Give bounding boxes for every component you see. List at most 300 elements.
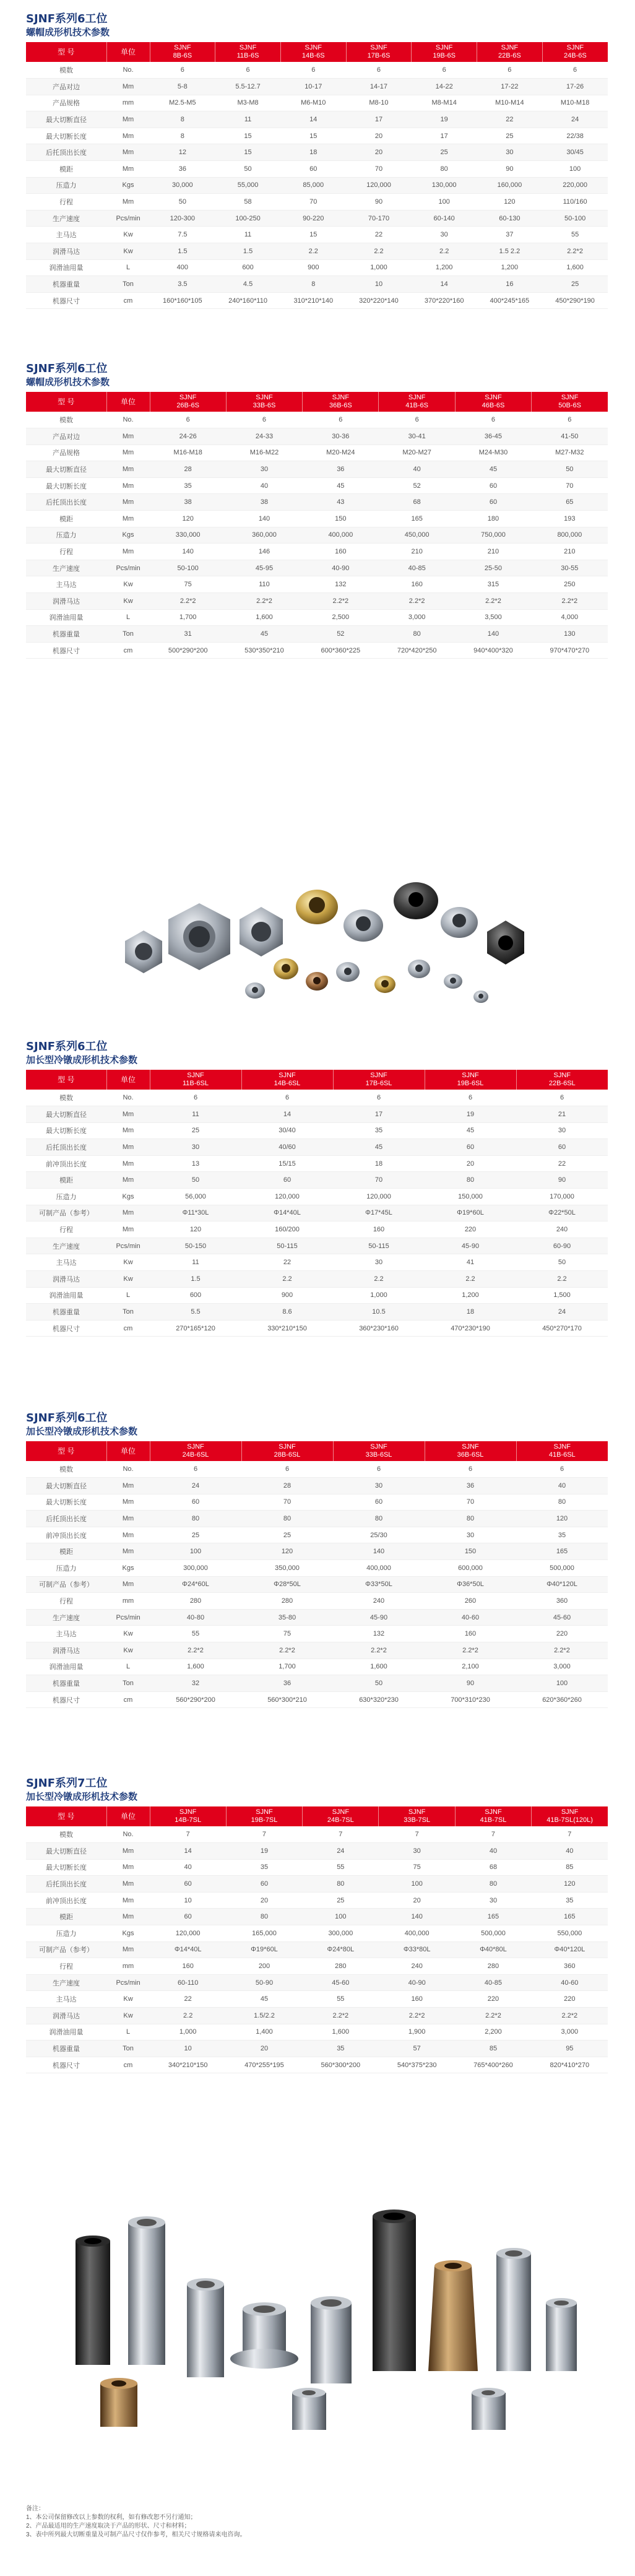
table-row (26, 1609, 608, 1626)
table-row (26, 243, 608, 260)
param-value: 100-250 (215, 210, 281, 227)
param-value: 90 (425, 1675, 516, 1692)
param-value: 280 (241, 1593, 333, 1610)
table-row (26, 2040, 608, 2057)
table-row (26, 1543, 608, 1560)
spec-table (26, 392, 608, 659)
param-value: 50 (150, 194, 215, 210)
param-value: 24-26 (150, 428, 226, 445)
param-label: 行程 (26, 1593, 106, 1610)
model-column-header: SJNF 26B-6S (150, 392, 226, 412)
param-value: 2.2*2 (379, 593, 455, 610)
param-unit: L (106, 2024, 150, 2040)
param-value: 2.2*2 (303, 2008, 379, 2024)
table-header-row (26, 1806, 608, 1826)
param-label: 主马达 (26, 227, 106, 243)
table-row (26, 511, 608, 527)
param-label: 压造力 (26, 527, 106, 544)
param-value: 22 (346, 227, 412, 243)
spec-table (26, 1441, 608, 1708)
param-value: 970*470*270 (532, 642, 608, 659)
section-subtitle: 加长型冷镦成形机技术参数 (26, 1791, 138, 1802)
param-value: 2.2 (241, 1271, 333, 1288)
param-label: 模距 (26, 1172, 106, 1189)
param-value: 70 (333, 1172, 425, 1189)
param-value: 45 (333, 1139, 425, 1156)
table-row (26, 576, 608, 593)
param-value: Φ24*80L (303, 1941, 379, 1958)
table-row (26, 210, 608, 227)
param-value: 56,000 (150, 1189, 241, 1205)
model-column-header: SJNF 24B-7SL (303, 1806, 379, 1826)
param-value: 500*290*200 (150, 642, 226, 659)
param-value: 68 (455, 1859, 531, 1876)
param-value: 140 (333, 1543, 425, 1560)
param-value: Φ33*80L (379, 1941, 455, 1958)
model-header: 型 号 (26, 1070, 106, 1090)
param-value: 280 (455, 1958, 531, 1975)
param-value: Φ11*30L (150, 1205, 241, 1221)
table-row (26, 1843, 608, 1860)
param-unit: Kw (106, 1254, 150, 1271)
table-header-row (26, 1070, 608, 1090)
note-line: 1、本公司保留修改以上参数的权利，如有修改恕不另行通知； (26, 2514, 197, 2521)
param-unit: Kgs (106, 1925, 150, 1942)
param-value: 140 (455, 626, 531, 643)
param-value: Φ19*60L (425, 1205, 516, 1221)
param-unit: Ton (106, 2040, 150, 2057)
table-row (26, 445, 608, 461)
param-unit: Mm (106, 1892, 150, 1909)
param-value: Φ40*120L (516, 1576, 608, 1593)
param-value: 240*160*110 (215, 292, 281, 309)
sleeve-part (128, 2216, 165, 2365)
param-value: 40 (455, 1843, 531, 1860)
param-unit: cm (106, 642, 150, 659)
param-value: 41 (425, 1254, 516, 1271)
param-label: 后托顶出长度 (26, 1511, 106, 1527)
table-row (26, 412, 608, 428)
param-value: 17-22 (477, 79, 543, 95)
param-value: 45 (455, 461, 531, 478)
param-unit: No. (106, 412, 150, 428)
param-value: 100 (150, 1543, 241, 1560)
section-subtitle: 螺帽成形机技术参数 (26, 376, 110, 388)
param-value: 100 (303, 1909, 379, 1925)
param-label: 机器尺寸 (26, 1320, 106, 1337)
param-value: 6 (455, 412, 531, 428)
param-unit: Pcs/min (106, 210, 150, 227)
param-value: M10-M14 (477, 95, 543, 111)
param-value: 25 (542, 276, 608, 293)
param-value: 360*230*160 (333, 1320, 425, 1337)
sleeve-parts-photo (26, 2185, 608, 2458)
param-value: 50 (215, 161, 281, 178)
param-value: 7 (379, 1826, 455, 1843)
param-value: 80 (412, 161, 477, 178)
param-unit: Kw (106, 1626, 150, 1642)
param-label: 模距 (26, 1909, 106, 1925)
param-value: 160 (379, 576, 455, 593)
param-value: 2.2*2 (333, 1642, 425, 1659)
param-value: 90-220 (280, 210, 346, 227)
table-row (26, 1205, 608, 1221)
param-value: Φ40*120L (532, 1941, 608, 1958)
table-row (26, 1593, 608, 1610)
param-value: 6 (280, 62, 346, 79)
param-value: 50 (516, 1254, 608, 1271)
param-value: 70 (280, 194, 346, 210)
param-value: 2.2*2 (241, 1642, 333, 1659)
param-value: Φ22*50L (516, 1205, 608, 1221)
param-value: 6 (333, 1461, 425, 1478)
param-value: 14-22 (412, 79, 477, 95)
param-value: 40-60 (425, 1609, 516, 1626)
param-value: 500,000 (455, 1925, 531, 1942)
param-value: 35 (226, 1859, 302, 1876)
small-nut (473, 991, 488, 1003)
param-value: 120 (532, 1876, 608, 1893)
param-value: 40 (379, 461, 455, 478)
param-unit: mm (106, 1958, 150, 1975)
param-value: 22 (241, 1254, 333, 1271)
param-value: 820*410*270 (532, 2057, 608, 2073)
note-line: 3、表中所列最大切断重量及可制产品尺寸仅作参考，相关尺寸规格请来电咨询。 (26, 2531, 246, 2538)
param-label: 润滑马达 (26, 2008, 106, 2024)
param-label: 机器重量 (26, 626, 106, 643)
param-value: 1,400 (226, 2024, 302, 2040)
spec-section-4 (26, 1412, 608, 1708)
param-value: 70 (346, 161, 412, 178)
param-value: 250 (532, 576, 608, 593)
param-value: 7.5 (150, 227, 215, 243)
param-value: 8.6 (241, 1304, 333, 1321)
model-header: 型 号 (26, 1441, 106, 1461)
param-value: 22/38 (542, 128, 608, 144)
table-row (26, 1139, 608, 1156)
param-value: 160*160*105 (150, 292, 215, 309)
unit-header: 单位 (106, 392, 150, 412)
param-value: 40 (150, 1859, 226, 1876)
param-unit: Mm (106, 1172, 150, 1189)
model-column-header: SJNF 8B-6S (150, 42, 215, 62)
param-value: 2.2 (346, 243, 412, 260)
param-label: 机器重量 (26, 1304, 106, 1321)
table-row (26, 227, 608, 243)
param-value: 40 (532, 1843, 608, 1860)
table-row (26, 1958, 608, 1975)
param-value: 36 (303, 461, 379, 478)
param-unit: L (106, 1659, 150, 1675)
param-value: 38 (150, 494, 226, 511)
param-label: 模数 (26, 1461, 106, 1478)
param-label: 润滑油用量 (26, 2024, 106, 2040)
model-column-header: SJNF 46B-6S (455, 392, 531, 412)
param-label: 前冲顶出长度 (26, 1155, 106, 1172)
param-value: 160 (333, 1221, 425, 1238)
sleeve-part (187, 2278, 224, 2377)
param-value: 55,000 (215, 177, 281, 194)
param-value: 19 (226, 1843, 302, 1860)
param-value: 90 (516, 1172, 608, 1189)
param-value: 160 (150, 1958, 226, 1975)
table-row (26, 593, 608, 610)
param-value: 60-110 (150, 1974, 226, 1991)
table-header-row (26, 392, 608, 412)
model-column-header: SJNF 24B-6SL (150, 1441, 241, 1461)
param-value: 260 (425, 1593, 516, 1610)
param-value: 60-130 (477, 210, 543, 227)
param-value: 20 (226, 2040, 302, 2057)
small-steel-insert (292, 2388, 326, 2430)
param-value: 43 (303, 494, 379, 511)
param-unit: Mm (106, 1876, 150, 1893)
param-value: 6 (346, 62, 412, 79)
param-value: 6 (333, 1090, 425, 1106)
param-value: 30-55 (532, 560, 608, 576)
param-value: 315 (455, 576, 531, 593)
param-value: 560*290*200 (150, 1691, 241, 1708)
table-row (26, 1287, 608, 1304)
param-value: 3.5 (150, 276, 215, 293)
table-row (26, 1560, 608, 1577)
param-value: 120 (150, 1221, 241, 1238)
param-value: 7 (455, 1826, 531, 1843)
param-value: 240 (333, 1593, 425, 1610)
model-column-header: SJNF 24B-6S (542, 42, 608, 62)
param-value: 80 (150, 1511, 241, 1527)
param-value: 400,000 (303, 527, 379, 544)
param-value: 3,000 (516, 1659, 608, 1675)
param-value: 70-170 (346, 210, 412, 227)
table-row (26, 62, 608, 79)
table-header-row (26, 1441, 608, 1461)
cap-nut (394, 882, 438, 919)
flange-nut (343, 909, 383, 942)
param-unit: Mm (106, 1494, 150, 1511)
param-value: 45-90 (333, 1609, 425, 1626)
model-column-header: SJNF 41B-6SL (516, 1441, 608, 1461)
param-value: 5.5 (150, 1304, 241, 1321)
model-column-header: SJNF 19B-7SL (226, 1806, 302, 1826)
param-value: 2.2*2 (455, 593, 531, 610)
param-value: 25 (303, 1892, 379, 1909)
param-value: 6 (425, 1461, 516, 1478)
model-column-header: SJNF 19B-6S (412, 42, 477, 62)
table-row (26, 292, 608, 309)
param-value: M8-10 (346, 95, 412, 111)
param-unit: Pcs/min (106, 560, 150, 576)
param-value: 2,200 (455, 2024, 531, 2040)
param-value: 2,100 (425, 1659, 516, 1675)
param-unit: Mm (106, 1511, 150, 1527)
param-value: 40 (226, 477, 302, 494)
param-value: 1.5/2.2 (226, 2008, 302, 2024)
section-subtitle: 螺帽成形机技术参数 (26, 27, 110, 38)
param-label: 机器尺寸 (26, 642, 106, 659)
param-label: 模数 (26, 62, 106, 79)
param-value: 11 (150, 1106, 241, 1123)
table-row (26, 1254, 608, 1271)
param-value: 60 (241, 1172, 333, 1189)
small-nut (374, 976, 395, 993)
param-value: 400*245*165 (477, 292, 543, 309)
param-value: 146 (226, 544, 302, 560)
param-unit: Mm (106, 194, 150, 210)
param-value: 2.2*2 (455, 2008, 531, 2024)
model-column-header: SJNF 17B-6S (346, 42, 412, 62)
param-value: 60 (226, 1876, 302, 1893)
param-value: 70 (532, 477, 608, 494)
param-value: 1,600 (303, 2024, 379, 2040)
param-unit: Mm (106, 1843, 150, 1860)
param-value: 45-60 (516, 1609, 608, 1626)
table-row (26, 1189, 608, 1205)
param-label: 模距 (26, 511, 106, 527)
param-value: 765*400*260 (455, 2057, 531, 2073)
param-label: 最大切断长度 (26, 1859, 106, 1876)
param-value: 370*220*160 (412, 292, 477, 309)
param-value: 36-45 (455, 428, 531, 445)
param-label: 最大切断长度 (26, 477, 106, 494)
param-value: 45 (303, 477, 379, 494)
param-unit: Mm (106, 1205, 150, 1221)
param-value: 6 (215, 62, 281, 79)
param-value: 3,000 (532, 2024, 608, 2040)
table-row (26, 527, 608, 544)
param-value: 15 (215, 128, 281, 144)
param-value: 40-80 (150, 1609, 241, 1626)
param-value: 10-17 (280, 79, 346, 95)
param-value: 30 (425, 1527, 516, 1543)
unit-header: 单位 (106, 1806, 150, 1826)
table-row (26, 1221, 608, 1238)
param-value: 630*320*230 (333, 1691, 425, 1708)
table-row (26, 1659, 608, 1675)
param-unit: Mm (106, 1139, 150, 1156)
table-row (26, 1925, 608, 1942)
small-nut (245, 982, 265, 999)
param-label: 压造力 (26, 177, 106, 194)
unit-header: 单位 (106, 1441, 150, 1461)
param-value: 1,900 (379, 2024, 455, 2040)
param-label: 机器重量 (26, 276, 106, 293)
param-value: 160 (379, 1991, 455, 2008)
param-value: 25/30 (333, 1527, 425, 1543)
model-column-header: SJNF 41B-7SL(120L) (532, 1806, 608, 1826)
param-unit: Mm (106, 477, 150, 494)
notes (26, 2505, 608, 2539)
param-unit: Mm (106, 1859, 150, 1876)
param-unit: cm (106, 292, 150, 309)
param-value: 15 (280, 128, 346, 144)
param-value: 800,000 (532, 527, 608, 544)
param-value: 7 (150, 1826, 226, 1843)
model-column-header: SJNF 28B-6SL (241, 1441, 333, 1461)
param-value: 2.2*2 (542, 243, 608, 260)
param-value: 10 (150, 2040, 226, 2057)
param-value: 85 (532, 1859, 608, 1876)
param-unit: Mm (106, 1941, 150, 1958)
param-unit: mm (106, 95, 150, 111)
param-value: 132 (333, 1626, 425, 1642)
table-row (26, 1320, 608, 1337)
param-value: 25 (477, 128, 543, 144)
table-row (26, 1461, 608, 1478)
param-label: 机器重量 (26, 2040, 106, 2057)
param-value: 6 (150, 62, 215, 79)
param-value: M16-M22 (226, 445, 302, 461)
param-value: 5.5-12.7 (215, 79, 281, 95)
param-value: 25 (412, 144, 477, 161)
param-value: 36 (150, 161, 215, 178)
bronze-insert (428, 2260, 478, 2371)
param-value: 85 (455, 2040, 531, 2057)
param-value: 720*420*250 (379, 642, 455, 659)
table-row (26, 1172, 608, 1189)
param-value: 140 (226, 511, 302, 527)
param-value: 240 (379, 1958, 455, 1975)
param-value: 120,000 (333, 1189, 425, 1205)
param-unit: cm (106, 1691, 150, 1708)
hex-nut (487, 921, 524, 965)
param-value: 36 (425, 1478, 516, 1494)
param-value: 400,000 (379, 1925, 455, 1942)
param-value: 1,600 (226, 609, 302, 626)
param-value: M10-M18 (542, 95, 608, 111)
param-value: 600*360*225 (303, 642, 379, 659)
param-unit: mm (106, 1593, 150, 1610)
param-value: 16 (477, 276, 543, 293)
param-label: 行程 (26, 544, 106, 560)
table-row (26, 1238, 608, 1254)
param-unit: cm (106, 2057, 150, 2073)
table-row (26, 626, 608, 643)
small-nut (336, 962, 360, 982)
param-value: 600 (150, 1287, 241, 1304)
param-value: 160,000 (477, 177, 543, 194)
section-title: SJNF系列7工位 (26, 1777, 108, 1790)
param-value: 110/160 (542, 194, 608, 210)
table-row (26, 1859, 608, 1876)
table-row (26, 194, 608, 210)
param-value: 35 (303, 2040, 379, 2057)
param-value: 45 (226, 1991, 302, 2008)
param-value: 330*210*150 (241, 1320, 333, 1337)
param-value: 2.2*2 (226, 593, 302, 610)
param-unit: Mm (106, 128, 150, 144)
table-row (26, 609, 608, 626)
param-label: 模距 (26, 1543, 106, 1560)
sleeve-part (496, 2248, 531, 2371)
table-row (26, 2024, 608, 2040)
param-label: 润滑马达 (26, 1271, 106, 1288)
small-steel-insert (472, 2388, 506, 2430)
spec-section-1 (26, 12, 608, 309)
param-value: 1,000 (333, 1287, 425, 1304)
param-value: 6 (150, 412, 226, 428)
param-value: 550,000 (532, 1925, 608, 1942)
param-value: 240 (516, 1221, 608, 1238)
nut-products-photo (26, 826, 608, 1031)
table-row (26, 477, 608, 494)
param-value: 130 (532, 626, 608, 643)
param-label: 主马达 (26, 576, 106, 593)
param-value: 35-80 (241, 1609, 333, 1626)
param-value: 6 (516, 1090, 608, 1106)
param-value: 1,200 (477, 259, 543, 276)
param-value: 1,000 (150, 2024, 226, 2040)
